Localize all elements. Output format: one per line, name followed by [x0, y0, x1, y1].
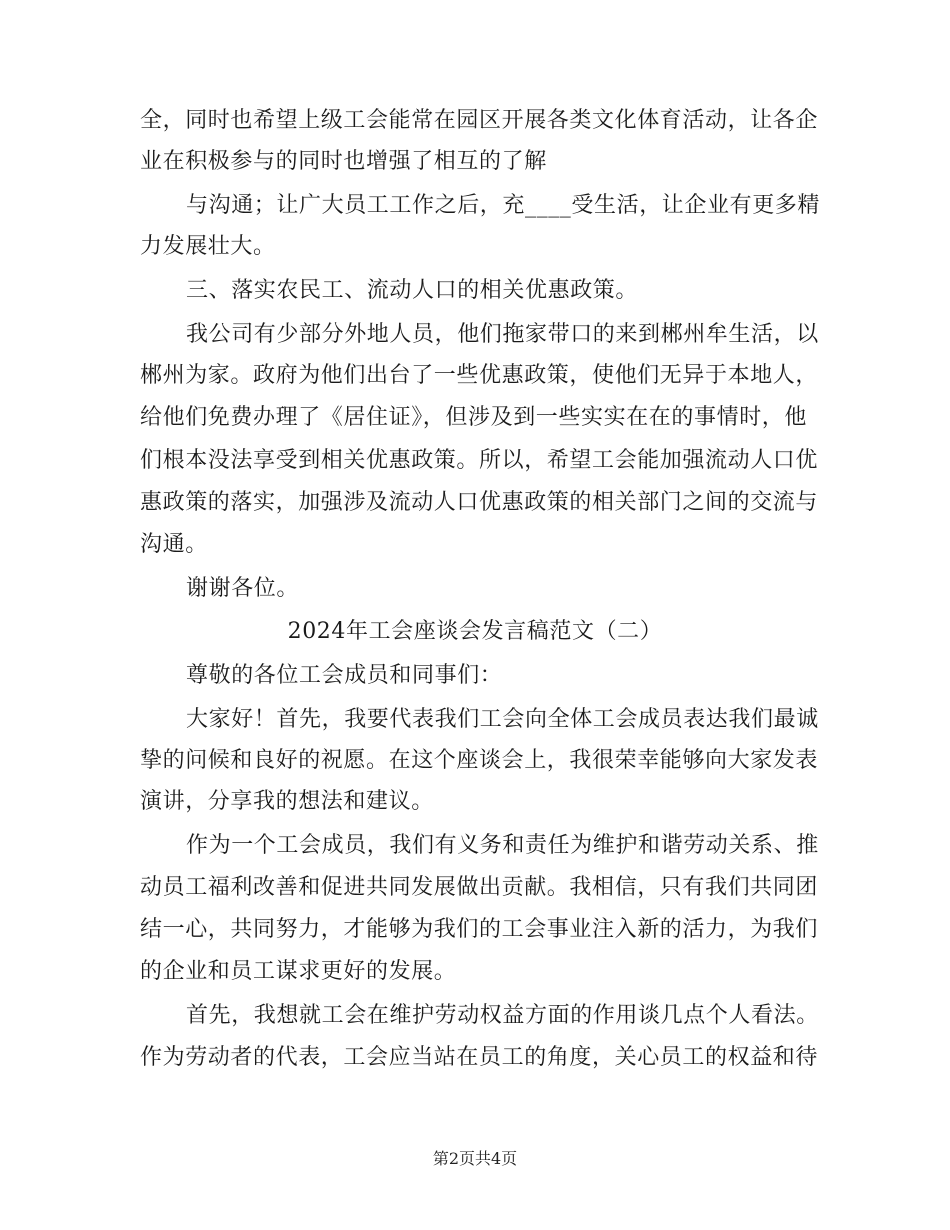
- text-line: 惠政策的落实，加强涉及流动人口优惠政策的相关部门之间的交流与: [140, 490, 819, 515]
- text-line: 结一心，共同努力，才能够为我们的工会事业注入新的活力，为我们: [140, 917, 819, 942]
- text-line: 挚的问候和良好的祝愿。在这个座谈会上，我很荣幸能够向大家发表: [140, 748, 819, 773]
- document-title: 2024年工会座谈会发言稿范文（二）: [287, 619, 663, 644]
- text-line: 郴州为家。政府为他们出台了一些优惠政策，使他们无异于本地人，: [140, 363, 819, 388]
- text-line: 的企业和员工谋求更好的发展。: [140, 959, 457, 984]
- text-line: 们根本没法享受到相关优惠政策。所以，希望工会能加强流动人口优: [140, 448, 819, 473]
- text-line: 动员工福利改善和促进共同发展做出贡献。我相信，只有我们共同团: [140, 875, 819, 900]
- text-line: 演讲，分享我的想法和建议。: [140, 789, 434, 814]
- text-line: 力发展壮大。: [140, 234, 276, 259]
- section-heading: 三、落实农民工、流动人口的相关优惠政策。: [186, 278, 639, 303]
- page-number-footer: 第2页共4页: [432, 1149, 518, 1168]
- text-line: 首先，我想就工会在维护劳动权益方面的作用谈几点个人看法。: [186, 1003, 819, 1028]
- text-line: 我公司有少部分外地人员，他们拖家带口的来到郴州牟生活，以: [186, 322, 819, 347]
- text-line: 谢谢各位。: [186, 576, 300, 601]
- text-line: 全，同时也希望上级工会能常在园区开展各类文化体育活动，让各企: [140, 108, 819, 133]
- text-line: 沟通。: [140, 532, 208, 557]
- text-line: 作为劳动者的代表，工会应当站在员工的角度，关心员工的权益和待: [140, 1045, 819, 1070]
- text-line: 给他们免费办理了《居住证》，但涉及到一些实实在在的事情时，他: [140, 405, 808, 430]
- text-line: 作为一个工会成员，我们有义务和责任为维护和谐劳动关系、推: [186, 833, 819, 858]
- salutation: 尊敬的各位工会成员和同事们：: [186, 663, 503, 688]
- text-line: 大家好！首先，我要代表我们工会向全体工会成员表达我们最诚: [186, 707, 819, 732]
- text-line: 与沟通；让广大员工工作之后，充____受生活，让企业有更多精: [186, 193, 821, 218]
- text-line: 业在积极参与的同时也增强了相互的了解: [140, 149, 547, 174]
